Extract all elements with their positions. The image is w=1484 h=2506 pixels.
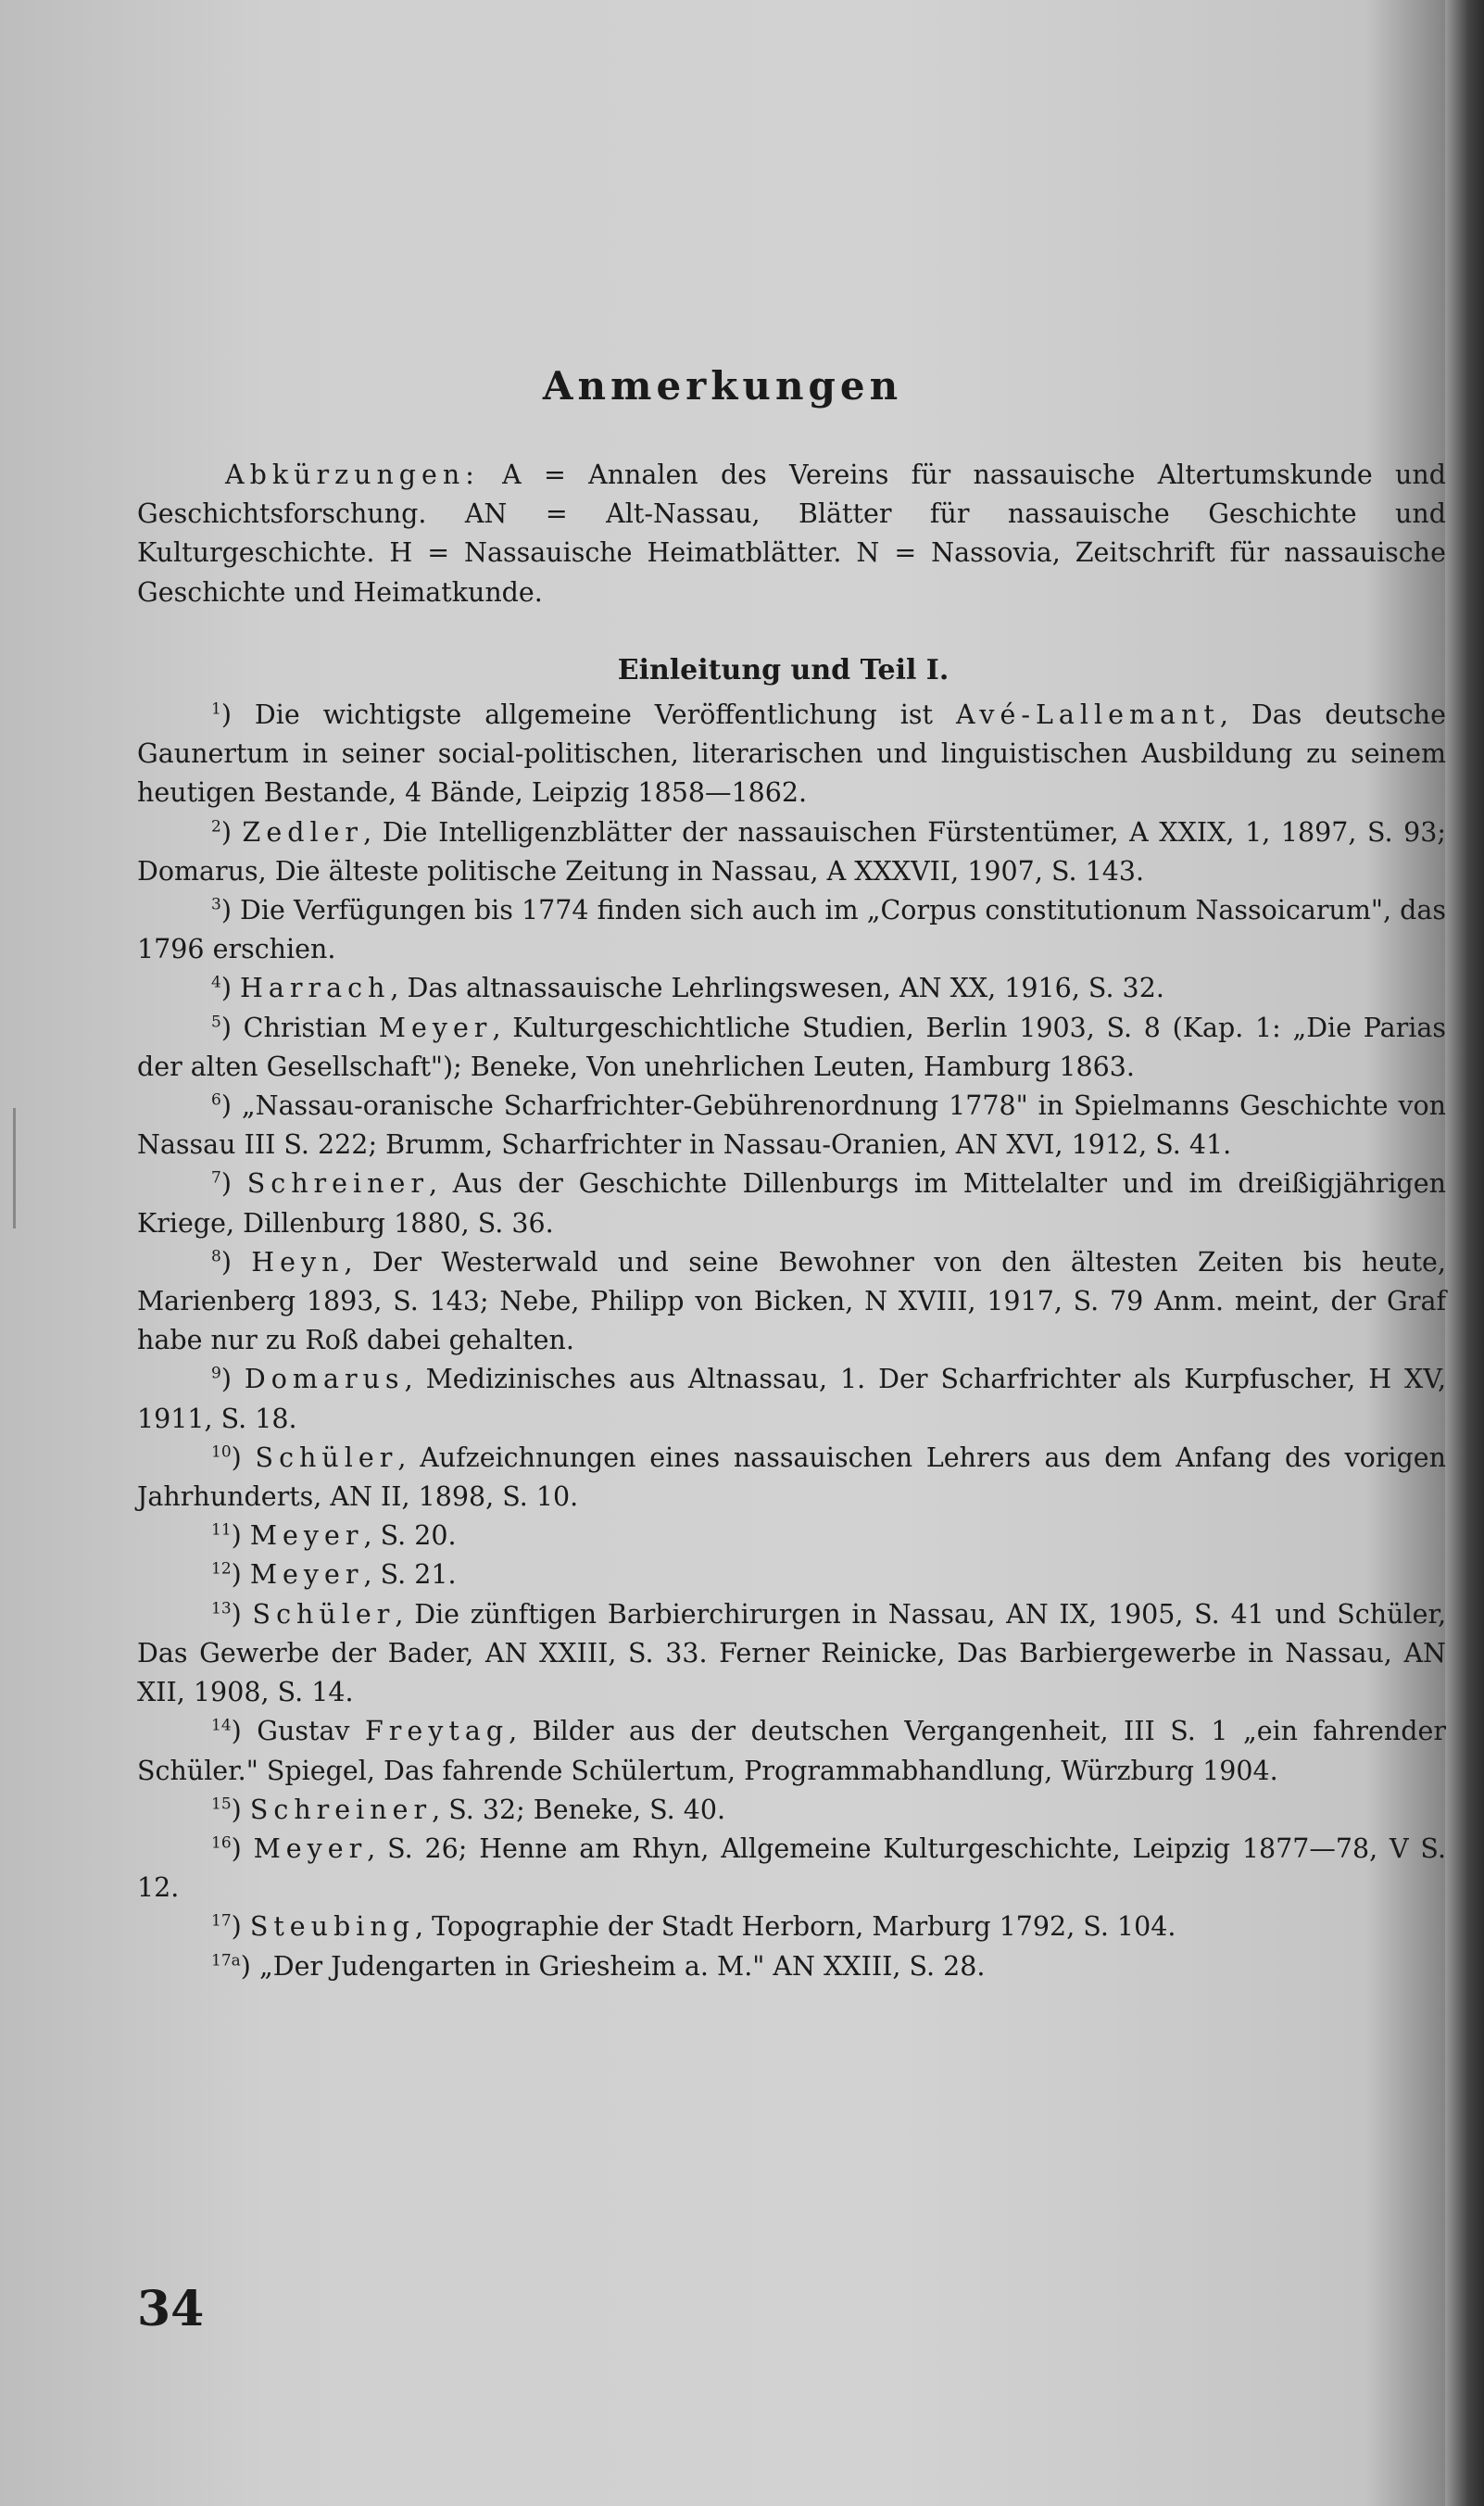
footnote-text-pre	[232, 973, 240, 1003]
footnote-text-post: , S. 32; Beneke, S. 40.	[432, 1794, 726, 1825]
footnote-author: Schreiner	[246, 1168, 429, 1200]
footnote	[137, 1908, 1446, 1946]
footnote-author: Avé-Lallemant	[955, 699, 1220, 731]
footnote-number: 12	[211, 1559, 232, 1579]
footnote-text-pre	[242, 1794, 250, 1825]
footnote-text-pre	[242, 1911, 250, 1942]
footnote-text-post: , S. 26; Henne am Rhyn, Allgemeine Kulturgeschichte, Leipzig 1877—78, V S. 12.	[137, 1832, 1446, 1904]
footnote-author: Schüler	[252, 1598, 396, 1630]
footnote	[137, 1517, 1446, 1555]
footnote-text-post: , Topographie der Stadt Herborn, Marburg 1792, S. 104.	[415, 1911, 1176, 1943]
footnote	[137, 1243, 1446, 1361]
footnote-number: 7	[211, 1168, 221, 1188]
footnote	[137, 813, 1446, 891]
footnote-paren: )	[240, 1950, 251, 1982]
footnote-text-pre: Die wichtigste allgemeine Veröffentlichung ist	[231, 699, 956, 731]
footnote-paren: )	[231, 1442, 242, 1473]
footnote-paren: )	[220, 1168, 232, 1200]
footnote-author: Heyn	[251, 1246, 345, 1278]
footnote-number: 17a	[211, 1951, 241, 1971]
footnote-paren: )	[220, 1364, 232, 1395]
footnote-number: 15	[211, 1794, 232, 1814]
footnote-author: Harrach	[240, 973, 391, 1004]
page-number: 34	[137, 2281, 205, 2337]
footnote-paren: )	[231, 1520, 242, 1552]
footnote	[137, 1555, 1446, 1594]
footnote-text-pre	[242, 1520, 250, 1551]
footnotes-list	[137, 696, 1446, 1986]
footnote-author: Meyer	[378, 1012, 493, 1043]
footnote-paren: )	[231, 1716, 242, 1747]
page-title: Anmerkungen	[542, 363, 903, 409]
footnote-text-post: , S. 21.	[363, 1559, 457, 1591]
footnote-number: 3	[211, 895, 221, 914]
footnote-number: 11	[211, 1520, 232, 1540]
footnote-text-post: , Die zünftigen Barbierchirurgen in Nassau, AN IX, 1905, S. 41 und Schüler, Das Gewerbe der Bader, AN XXIII, S. 33. Ferner Reinicke, Das Barbiergewerbe in Nassau, AN XII, 1908, S. 14.	[137, 1598, 1447, 1708]
footnote-paren: )	[220, 1012, 232, 1043]
footnote	[137, 1439, 1446, 1517]
footnote-author: Meyer	[253, 1832, 368, 1864]
footnote-text-post: , Aus der Geschichte Dillenburgs im Mittelalter und im dreißigjährigen Kriege, Dillenburg 1880, S. 36.	[137, 1168, 1446, 1239]
abbreviations-paragraph	[137, 456, 1446, 612]
footnote	[137, 1087, 1446, 1165]
footnote-paren: )	[220, 1090, 232, 1122]
footnote-author: Freytag	[365, 1716, 509, 1747]
footnote-number: 13	[211, 1599, 232, 1618]
footnote-number: 14	[211, 1716, 232, 1735]
footnote-text-post: , Aufzeichnungen eines nassauischen Lehrers aus dem Anfang des vorigen Jahrhunderts, AN II, 1898, S. 10.	[137, 1442, 1447, 1513]
footnote	[137, 1009, 1446, 1087]
footnote	[137, 969, 1446, 1008]
abbreviations-text: A = Annalen des Vereins für nassauische Altertumskunde und Geschichtsforschung. AN = Alt-Nassau, Blätter für nassauische Geschichte und Kulturgeschichte. H = Nassauische Heimatblätter. N = Nassovia, Zeitschrift für nassauische Geschichte und Heimatkunde.	[137, 460, 1446, 608]
footnote	[137, 1791, 1446, 1830]
footnote-paren: )	[231, 1832, 242, 1864]
footnote-text-post: , Die Intelligenzblätter der nassauischen Fürstentümer, A XXIX, 1, 1897, S. 93; Domarus, Die älteste politische Zeitung in Nassau, A XXXVII, 1907, S. 143.	[137, 816, 1446, 887]
footnote	[137, 1165, 1446, 1242]
footnote-paren: )	[231, 1794, 242, 1825]
footnote-text-post: , Das altnassauische Lehrlingswesen, AN XX, 1916, S. 32.	[390, 973, 1164, 1004]
footnote-number: 9	[211, 1364, 221, 1383]
footnote-number: 16	[211, 1833, 232, 1853]
margin-mark	[13, 1108, 16, 1228]
footnote-author: Domarus	[244, 1364, 405, 1395]
footnote-paren: )	[220, 973, 232, 1004]
footnote-text-post: , Das deutsche Gaunertum in seiner social-politischen, literarischen und linguistischen Ausbildung zu seinem heutigen Bestande, 4 Bände, Leipzig 1858—1862.	[137, 699, 1447, 809]
footnote	[137, 891, 1446, 969]
footnote	[137, 1830, 1446, 1908]
footnote-author: Steubing	[249, 1911, 415, 1943]
footnote	[137, 1595, 1446, 1713]
footnote-number: 10	[211, 1442, 232, 1462]
footnote-paren: )	[231, 1559, 242, 1591]
footnote-text-pre: Gustav	[241, 1716, 366, 1747]
footnote-number: 2	[211, 817, 221, 837]
footnote-author: Meyer	[249, 1520, 364, 1552]
footnote-text-pre: „Nassau-oranische Scharfrichter-Gebührenordnung 1778" in Spielmanns Geschichte von Nassau III S. 222; Brumm, Scharfrichter in Nassau-Oranien, AN XVI, 1912, S. 41.	[137, 1090, 1446, 1161]
footnote-text-post: , Medizinisches aus Altnassau, 1. Der Scharfrichter als Kurpfuscher, H XV, 1911, S. 18.	[137, 1364, 1446, 1434]
footnote-text-pre	[242, 1833, 254, 1864]
footnote-paren: )	[220, 699, 232, 731]
footnote-author: Schüler	[255, 1442, 398, 1473]
footnote-text-pre	[232, 1168, 247, 1199]
footnote-text-pre	[242, 1442, 256, 1473]
footnote-number: 17	[211, 1911, 232, 1931]
footnote-text-pre: Die Verfügungen bis 1774 finden sich auch im „Corpus constitutionum Nassoicarum", das 1796 erschien.	[137, 895, 1446, 965]
footnote-text-post: , Der Westerwald und seine Bewohner von den ältesten Zeiten bis heute, Marienberg 1893, S. 143; Nebe, Philipp von Bicken, N XVIII, 1917, S. 79 Anm. meint, der Graf habe nur zu Roß dabei gehalten.	[137, 1246, 1446, 1356]
footnote-number: 1	[211, 699, 221, 719]
footnote	[137, 1360, 1446, 1438]
notes-body	[137, 456, 1446, 1986]
footnote	[137, 1947, 1446, 1986]
footnote	[137, 696, 1446, 813]
footnote-number: 4	[211, 973, 221, 992]
footnote-text-post: , Bilder aus der deutschen Vergangenheit, III S. 1 „ein fahrender Schüler." Spiegel, Das fahrende Schülertum, Programmabhandlung, Würzburg 1904.	[137, 1716, 1446, 1786]
footnote-text-pre	[242, 1559, 250, 1590]
footnote-text-pre	[232, 817, 243, 848]
footnote-paren: )	[231, 1598, 242, 1630]
footnote-author: Zedler	[242, 816, 364, 848]
footnote-paren: )	[220, 816, 232, 848]
footnote-number: 8	[211, 1247, 221, 1266]
footnote-text-post: , Kulturgeschichtliche Studien, Berlin 1903, S. 8 (Kap. 1: „Die Parias der alten Gesellschaft"); Beneke, Von unehrlichen Leuten, Hamburg 1863.	[137, 1012, 1446, 1082]
footnote-text-pre	[232, 1247, 251, 1278]
footnote-text-pre: „Der Judengarten in Griesheim a. M." AN XXIII, S. 28.	[250, 1950, 986, 1982]
footnote-text-post: , S. 20.	[363, 1520, 457, 1552]
footnote-paren: )	[231, 1911, 242, 1943]
footnote-number: 6	[211, 1090, 221, 1110]
footnote-author: Meyer	[249, 1559, 364, 1591]
footnote-text-pre	[232, 1364, 245, 1394]
footnote-paren: )	[220, 1246, 232, 1278]
footnote-author: Schreiner	[249, 1794, 433, 1825]
footnote-text-pre: Christian	[231, 1012, 379, 1043]
section-heading: Einleitung und Teil I.	[617, 653, 950, 686]
footnote-paren: )	[220, 895, 232, 926]
footnote-number: 5	[211, 1013, 221, 1032]
abbreviations-label: Abkürzungen:	[225, 460, 480, 490]
footnote-text-pre	[242, 1599, 253, 1630]
book-spine-shadow	[1445, 0, 1484, 2506]
footnote	[137, 1712, 1446, 1790]
